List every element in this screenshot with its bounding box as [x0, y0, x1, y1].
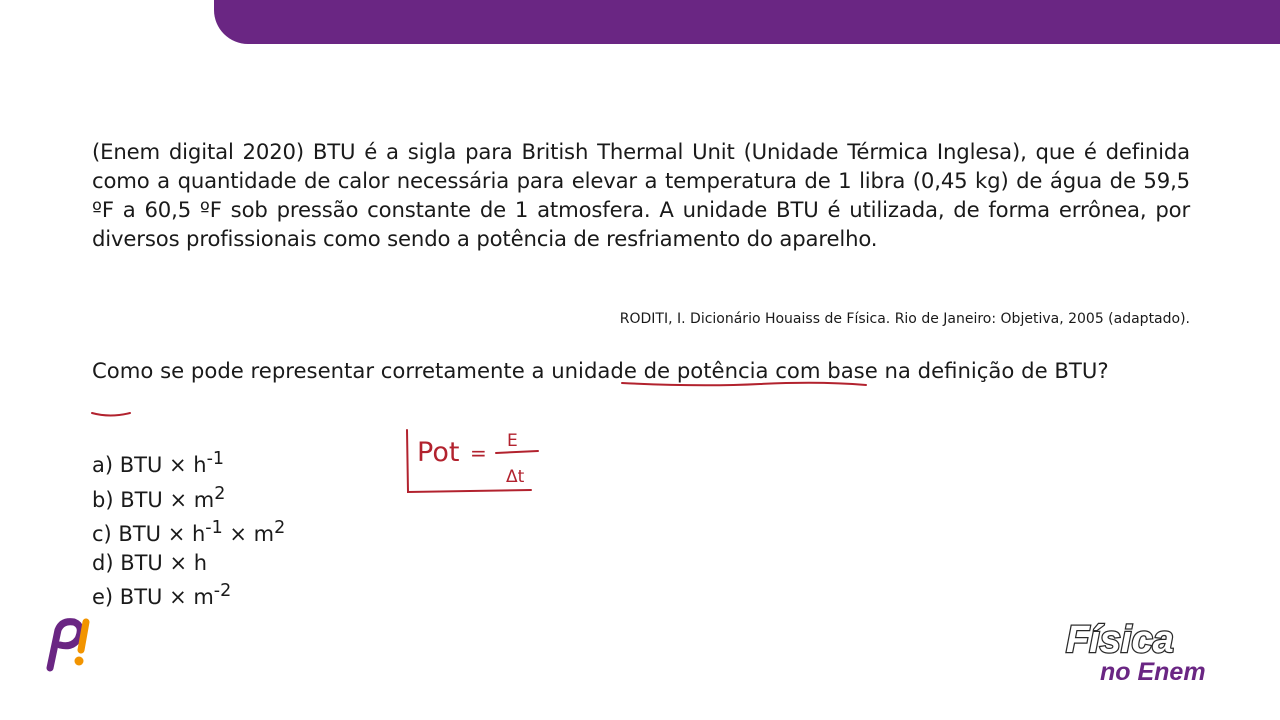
option-exponent-2: 2: [274, 518, 286, 539]
option-text-2: × m: [222, 522, 275, 547]
formula-box: [407, 430, 531, 492]
prompt-highlight-btu: BTU: [1054, 358, 1098, 383]
logo-no-enem-word: no Enem: [1100, 658, 1206, 686]
option-exponent: -1: [205, 518, 223, 539]
prompt-text-3: ?: [1097, 358, 1109, 383]
option-exponent: 2: [214, 483, 226, 504]
option-d[interactable]: [92, 549, 285, 578]
option-e[interactable]: [92, 577, 285, 612]
answer-options: [92, 445, 285, 612]
logo-exclamation-bar: [81, 622, 86, 650]
option-exponent: -1: [206, 449, 225, 469]
option-text: a) BTU × h: [92, 453, 207, 477]
prompt-highlight-power-unit: unidade de potência: [551, 358, 769, 383]
option-text: e) BTU × m: [92, 585, 214, 610]
option-text: d) BTU × h: [92, 550, 208, 575]
option-text: b) BTU × m: [92, 487, 215, 512]
option-b[interactable]: [92, 480, 285, 515]
option-a[interactable]: [92, 445, 285, 480]
option-c[interactable]: [92, 514, 285, 549]
brand-logo-p: [40, 612, 100, 676]
denominator-delta-time: Δt: [506, 467, 525, 487]
header-banner: [214, 0, 1280, 44]
equals-sign: =: [470, 441, 487, 465]
numerator-energy: E: [507, 431, 518, 451]
fraction-bar: [496, 451, 538, 453]
prompt-text-2: com base na definição de: [768, 358, 1055, 383]
source-citation: RODITI, I. Dicionário Houaiss de Física. Rio de Janeiro: Objetiva, 2005 (adaptado).: [619, 311, 1190, 327]
logo-fisica-word: Física: [1066, 619, 1174, 661]
option-text: c) BTU × h: [92, 522, 206, 547]
brand-logo-fisica-no-enem: [1062, 612, 1240, 688]
power-symbol: Pot: [417, 437, 460, 468]
question-statement: (Enem digital 2020) BTU é a sigla para British Thermal Unit (Unidade Térmica Inglesa), que é definida como a quantidade de calor necessária para elevar a temperatura de 1 libra (0,45 kg) de água de 59,5 ºF a 60,5 ºF sob pressão constante de 1 atmosfera. A unidade BTU é utilizada, de forma errônea, por diversos profissionais como sendo a potência de resfriamento do aparelho.: [92, 139, 1190, 251]
question-prompt: [92, 356, 1190, 385]
logo-exclamation-dot: [75, 657, 84, 666]
underline-btu: [92, 413, 130, 416]
option-exponent: -2: [213, 581, 232, 602]
prompt-text-1: Como se pode representar corretamente a: [92, 358, 552, 383]
